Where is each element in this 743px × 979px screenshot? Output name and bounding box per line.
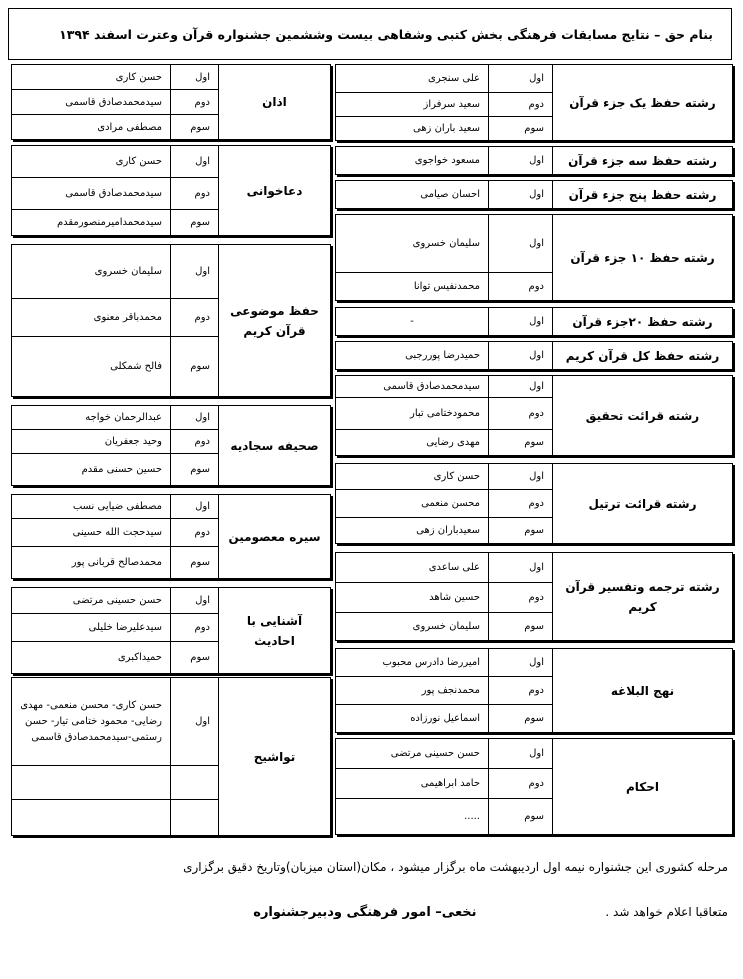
left-group-6 [11,587,331,674]
rank-cell: سوم [489,705,553,733]
footer-line-1: مرحله کشوری این جشنواره نیمه اول اردیبهشت ماه برگزار میشود ، مکان(استان میزبان)وتاریخ دقیق برگزاری [183,860,728,874]
category-cell: دعاخوانی [219,146,331,236]
rank-cell: دوم [489,769,553,799]
category-cell: صحیفه سجادیه [219,406,331,486]
rank-cell: اول [489,649,553,677]
rank-cell: اول [489,342,553,370]
winner-name: مصطفی ضیایی نسب [12,495,171,519]
category-cell: رشته حفظ یک جزء قرآن [553,65,733,141]
rank-cell: سوم [489,799,553,835]
winner-name: حسن کاری [12,146,171,178]
winner-name: حامد ابراهیمی [336,769,489,799]
rank-cell: دوم [489,273,553,301]
category-cell: رشته حفظ ۲۰جزء قرآن [553,308,733,336]
left-group-2 [11,145,331,236]
winner-name: محمدباقر معنوی [12,299,171,337]
category-cell: نهج البلاغه [553,649,733,733]
rank-cell: سوم [171,547,219,579]
winner-name: سیدمحمدامیرمنصورمقدم [12,210,171,236]
winner-name: سلیمان خسروی [336,613,489,641]
category-cell: آشنایی با احادیث [219,588,331,674]
winner-name: حسن کاری [12,65,171,90]
rank-cell: دوم [171,430,219,454]
category-cell: رشته حفظ سه جزء قرآن [553,147,733,175]
category-cell: رشته حفظ ۱۰ جزء قرآن [553,215,733,301]
winner-name: محمدنجف پور [336,677,489,705]
left-group-4 [11,405,331,486]
winner-name: فالح شمکلی [12,337,171,397]
rank-cell: اول [489,739,553,769]
rank-cell [171,766,219,800]
winner-name: سلیمان خسروی [12,245,171,299]
winner-name: امیررضا دادرس محبوب [336,649,489,677]
rank-cell: اول [171,65,219,90]
winner-name: سیدمحمدصادق قاسمی [12,178,171,210]
category-cell: رشته قرائت تحقیق [553,376,733,456]
winner-name: وحید جعفریان [12,430,171,454]
right-group-6 [335,341,733,370]
rank-cell: اول [171,588,219,614]
winner-name: حسین شاهد [336,583,489,613]
winner-name [12,800,171,836]
rank-cell: دوم [171,299,219,337]
winner-name: مهدی رضایی [336,430,489,456]
winner-name: حسین حسنی مقدم [12,454,171,486]
rank-cell: دوم [171,519,219,547]
winner-name: سعید باران زهی [336,117,489,141]
rank-cell: دوم [489,583,553,613]
winner-name: سلیمان خسروی [336,215,489,273]
page-title: بنام حق – نتایج مسابقات فرهنگی بخش کتبی وشفاهی بیست وششمین جشنواره قرآن وعترت اسفند ۱۳۹۴ [59,26,713,42]
rank-cell: اول [489,65,553,93]
category-cell: رشته حفظ کل قرآن کریم [553,342,733,370]
winner-name: سعیدباران زهی [336,518,489,544]
left-group-7 [11,677,331,836]
right-group-7 [335,375,733,456]
category-cell: رشته حفظ پنج جزء قرآن [553,181,733,209]
winner-name: حمیدرضا پوررجبی [336,342,489,370]
right-group-5 [335,307,733,336]
winner-name: حسن کاری [336,464,489,490]
left-group-3 [11,244,331,397]
rank-cell: سوم [489,117,553,141]
rank-cell: اول [489,464,553,490]
rank-cell: اول [489,147,553,175]
rank-cell: اول [489,553,553,583]
category-cell: سیره معصومین [219,495,331,579]
footer-line-2-text: متعاقبا اعلام خواهد شد . [605,905,728,919]
rank-cell: دوم [489,398,553,430]
winner-name: احسان صیامی [336,181,489,209]
winner-name: - [336,308,489,336]
category-cell: حفظ موضوعی قرآن کریم [219,245,331,397]
rank-cell: سوم [171,115,219,140]
right-group-8 [335,463,733,544]
winner-name: اسماعیل نورزاده [336,705,489,733]
rank-cell: اول [489,308,553,336]
rank-cell: دوم [489,677,553,705]
rank-cell: اول [171,245,219,299]
winner-name: حمیداکبری [12,642,171,674]
category-cell: احکام [553,739,733,835]
footer-line-2 [22,905,728,920]
rank-cell: سوم [489,518,553,544]
winner-name: مسعود خواجوی [336,147,489,175]
rank-cell: اول [489,215,553,273]
winner-name: حسن حسینی مرتضی [12,588,171,614]
rank-cell: سوم [171,642,219,674]
rank-cell: اول [171,146,219,178]
rank-cell: سوم [171,337,219,397]
right-group-9 [335,552,733,641]
category-cell: تواشیح [219,678,331,836]
rank-cell [171,800,219,836]
winner-name: مصطفی مرادی [12,115,171,140]
winner-name: ..... [336,799,489,835]
rank-cell: اول [489,181,553,209]
winner-name: محمودختامی تبار [336,398,489,430]
winner-name: حسن حسینی مرتضی [336,739,489,769]
right-group-4 [335,214,733,301]
right-group-2 [335,146,733,175]
winner-name: سیدحجت الله حسینی [12,519,171,547]
winner-name: عبدالرحمان خواجه [12,406,171,430]
winner-name: سعید سرفراز [336,93,489,117]
winner-name: علی سنجری [336,65,489,93]
category-cell: اذان [219,65,331,140]
rank-cell: سوم [489,430,553,456]
rank-cell: دوم [489,490,553,518]
rank-cell: اول [171,678,219,766]
document-header [8,8,732,60]
rank-cell: اول [171,495,219,519]
rank-cell: اول [171,406,219,430]
winner-name: سیدمحمدصادق قاسمی [12,90,171,115]
winner-name: حسن کاری- محسن منعمی- مهدی رضایی- محمود ختامی تیار- حسن رستمی-سیدمحمدصادق قاسمی [12,678,171,766]
right-group-11 [335,738,733,835]
rank-cell: دوم [171,178,219,210]
winner-name: محمدنفیس توانا [336,273,489,301]
rank-cell: سوم [489,613,553,641]
winner-name: محسن منعمی [336,490,489,518]
winner-name [12,766,171,800]
right-group-1 [335,64,733,141]
winner-name: سیدمحمدصادق قاسمی [336,376,489,398]
signature: نخعی– امور فرهنگی ودبیرجشنواره [253,905,477,920]
rank-cell: دوم [489,93,553,117]
rank-cell: دوم [171,90,219,115]
rank-cell: سوم [171,210,219,236]
category-cell: رشته ترجمه وتفسیر قرآن کریم [553,553,733,641]
right-group-3 [335,180,733,209]
rank-cell: سوم [171,454,219,486]
right-group-10 [335,648,733,733]
winner-name: محمدصالح قربانی پور [12,547,171,579]
rank-cell: اول [489,376,553,398]
winner-name: علی ساعدی [336,553,489,583]
rank-cell: دوم [171,614,219,642]
left-group-5 [11,494,331,579]
left-group-1 [11,64,331,140]
winner-name: سیدعلیرضا خلیلی [12,614,171,642]
category-cell: رشته قرائت ترتیل [553,464,733,544]
